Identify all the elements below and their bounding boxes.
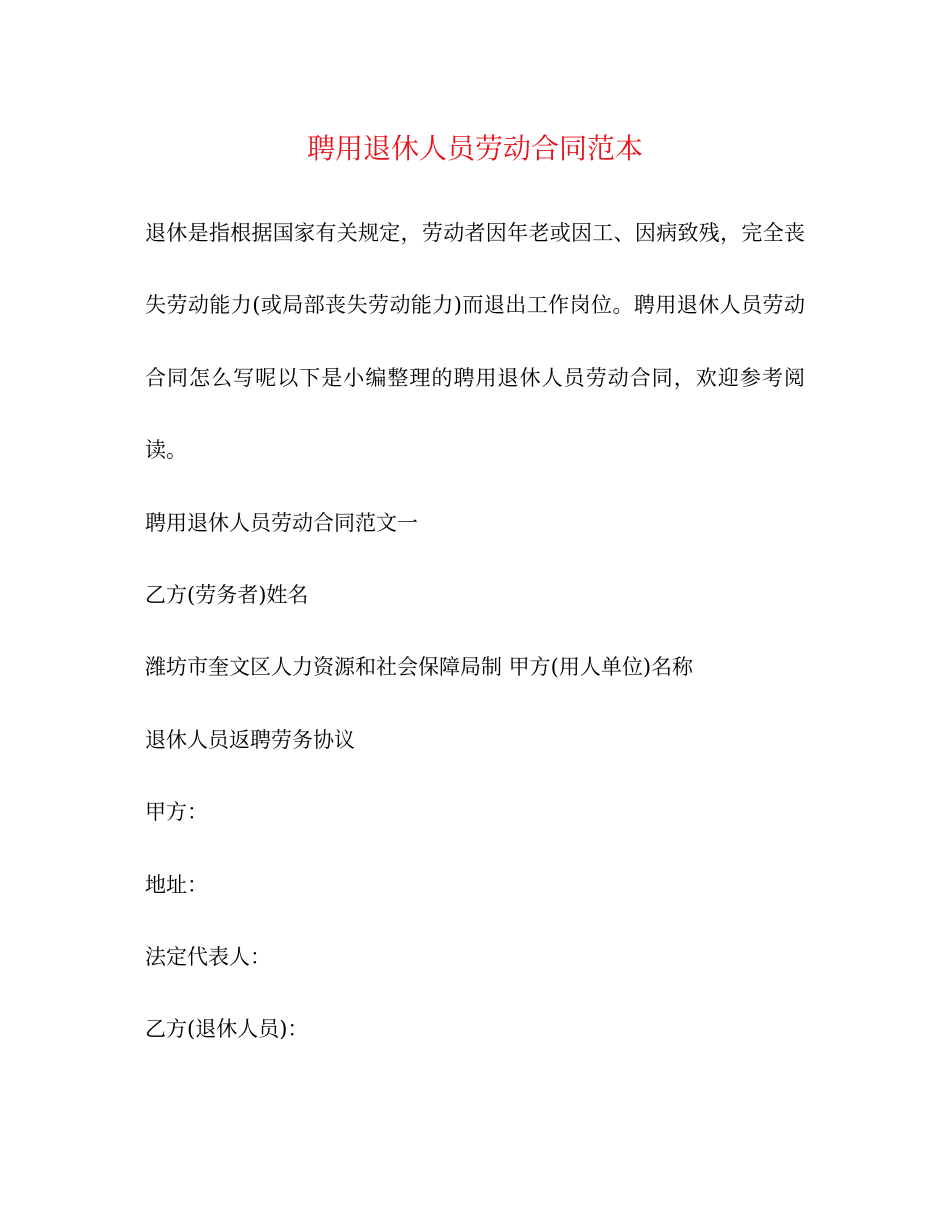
document-body: [145, 197, 805, 1066]
line-issuer-party-a-name: 潍坊市奎文区人力资源和社会保障局制 甲方(用人单位)名称: [145, 655, 694, 680]
line-party-b-name: 乙方(劳务者)姓名: [145, 583, 309, 608]
line-legal-representative: 法定代表人：: [145, 945, 271, 970]
section-heading-sample-one: 聘用退休人员劳动合同范文一: [145, 510, 418, 535]
intro-paragraph: 退休是指根据国家有关规定，劳动者因年老或因工、因病致残，完全丧失劳动能力(或局部丧失劳动能力)而退出工作岗位。聘用退休人员劳动合同怎么写呢以下是小编整理的聘用退休人员劳动合同，欢迎参考阅读。: [145, 221, 805, 463]
line-address: 地址：: [145, 872, 208, 897]
agreement-heading: 退休人员返聘劳务协议: [145, 727, 355, 752]
document-title: 聘用退休人员劳动合同范本: [306, 132, 643, 165]
line-party-a: 甲方：: [145, 800, 208, 825]
line-party-b-retiree: 乙方(退休人员)：: [145, 1017, 309, 1042]
